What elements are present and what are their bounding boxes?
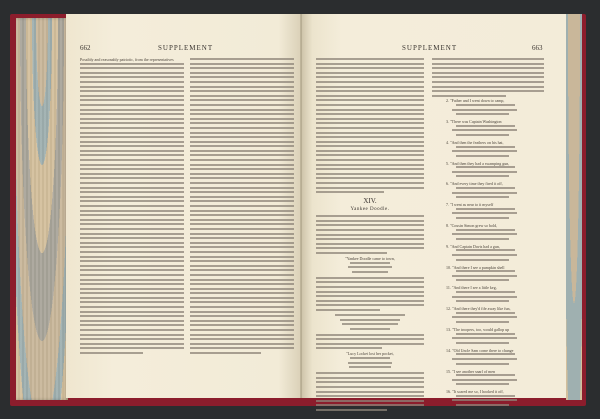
text-line <box>190 168 294 170</box>
text-line <box>452 399 517 401</box>
text-line <box>452 296 517 298</box>
text-line <box>190 210 294 212</box>
text-line <box>316 109 424 111</box>
text-line <box>456 259 509 261</box>
poem-stanza <box>432 328 544 344</box>
stanza-first-line: 10. "And there I see a pumpkin shell <box>446 265 505 270</box>
page-number-right: 663 <box>532 44 543 52</box>
text-line <box>316 99 424 101</box>
poem-stanza <box>432 120 544 136</box>
right-page-column-2 <box>432 58 544 411</box>
text-line <box>190 288 294 290</box>
text-line <box>190 187 294 189</box>
text-line <box>316 400 424 402</box>
poem-stanza <box>432 99 544 115</box>
text-line <box>190 196 294 198</box>
text-line <box>80 256 184 258</box>
text-line <box>316 168 424 170</box>
text-line <box>80 237 184 239</box>
text-line <box>190 301 294 303</box>
text-line <box>316 300 424 302</box>
text-line <box>316 343 424 345</box>
text-line <box>316 154 424 156</box>
text-line <box>190 95 294 97</box>
text-line <box>80 159 184 161</box>
text-line <box>190 67 294 69</box>
text-line <box>316 386 424 388</box>
poem-line: "Yankee Doodle came to town, <box>345 256 395 261</box>
text-line <box>456 196 509 198</box>
text-line <box>456 270 515 272</box>
text-line <box>456 166 515 168</box>
text-line <box>190 191 294 193</box>
text-line <box>456 229 515 231</box>
text-line <box>456 187 515 189</box>
text-line <box>190 219 294 221</box>
text-line <box>80 95 184 97</box>
text-line <box>190 306 294 308</box>
text-line <box>80 72 184 74</box>
text-line <box>456 395 515 397</box>
text-line <box>80 219 184 221</box>
text-line <box>190 113 294 115</box>
right-page-column-1 <box>316 58 424 414</box>
text-line <box>316 187 424 189</box>
text-line <box>80 168 184 170</box>
text-line <box>316 372 424 374</box>
poem-stanza <box>432 141 544 157</box>
text-line <box>456 383 509 385</box>
text-line <box>190 334 294 336</box>
text-line <box>316 67 424 69</box>
poem-stanza <box>432 224 544 240</box>
text-line <box>80 196 184 198</box>
text-line <box>316 247 424 249</box>
text-line <box>432 63 544 65</box>
marbled-page-edge-right <box>566 14 582 400</box>
text-line <box>190 246 294 248</box>
text-line <box>190 260 294 262</box>
section-title: Yankee Doodle. <box>350 207 390 213</box>
text-line <box>316 238 424 240</box>
text-line <box>190 242 294 244</box>
text-line <box>190 279 294 281</box>
running-head-right: SUPPLEMENT <box>402 44 458 52</box>
text-line <box>456 238 509 240</box>
text-line <box>190 164 294 166</box>
text-line <box>80 145 184 147</box>
text-line <box>190 118 294 120</box>
text-line <box>316 90 424 92</box>
text-line <box>80 99 184 101</box>
text-line <box>316 286 424 288</box>
text-line <box>456 175 509 177</box>
text-line <box>316 391 424 393</box>
text-line <box>190 200 294 202</box>
text-line <box>80 265 184 267</box>
text-line <box>316 113 424 115</box>
stanza-first-line: 9. "And Captain Davis had a gun, <box>446 244 500 249</box>
stanza-first-line: 13. "The troopers, too, would gallop up <box>446 327 510 332</box>
text-line <box>316 295 424 297</box>
stanza-first-line: 15. "I see another snarl of men <box>446 369 496 374</box>
poem-stanza <box>432 307 544 323</box>
text-line <box>456 374 515 376</box>
text-line <box>316 229 424 231</box>
text-line <box>316 122 424 124</box>
stanza-first-line: 3. "There was Captain Washington <box>446 120 502 125</box>
text-line <box>456 113 509 115</box>
text-line <box>316 395 424 397</box>
text-line <box>80 173 184 175</box>
text-line <box>80 320 184 322</box>
text-line <box>432 76 544 78</box>
text-line <box>80 191 184 193</box>
text-line <box>190 223 294 225</box>
text-line <box>80 187 184 189</box>
text-line <box>80 127 184 129</box>
text-line <box>190 127 294 129</box>
poem-quote-1 <box>316 257 424 273</box>
text-line <box>80 63 184 65</box>
text-line <box>190 99 294 101</box>
text-line <box>316 309 380 311</box>
text-line <box>80 324 184 326</box>
text-line <box>452 316 517 318</box>
text-line <box>316 377 424 379</box>
text-line <box>190 154 294 156</box>
text-line <box>456 333 515 335</box>
text-line <box>456 104 515 106</box>
stanza-first-line: 5. "And then they had a swamping gun, <box>446 161 510 166</box>
text-line <box>190 292 294 294</box>
text-line <box>316 127 424 129</box>
poem-stanza <box>432 203 544 219</box>
text-line <box>80 104 184 106</box>
left-page-column-2 <box>190 58 294 357</box>
text-line <box>80 260 184 262</box>
text-line <box>190 324 294 326</box>
text-line <box>316 220 424 222</box>
text-line <box>80 338 184 340</box>
text-line <box>456 208 515 210</box>
text-line <box>432 58 544 60</box>
text-line <box>80 67 184 69</box>
text-line <box>316 334 424 336</box>
text-line <box>190 173 294 175</box>
text-line <box>316 159 424 161</box>
text-line <box>456 342 509 344</box>
text-line <box>456 291 515 293</box>
text-line <box>190 145 294 147</box>
text-line <box>316 281 424 283</box>
stanza-first-line: 8. "Cousin Simon grew so bold, <box>446 224 498 229</box>
text-line <box>80 81 184 83</box>
text-line <box>190 256 294 258</box>
text-line <box>190 90 294 92</box>
text-line <box>452 233 517 235</box>
poem-stanza <box>432 245 544 261</box>
text-line <box>456 312 515 314</box>
text-line <box>316 141 424 143</box>
text-line <box>316 381 424 383</box>
stanza-first-line: 16. "It scared me so, I hooked it off, <box>446 390 504 395</box>
text-line <box>190 205 294 207</box>
poem-quote-3 <box>316 352 424 368</box>
text-line <box>190 72 294 74</box>
text-line <box>316 252 387 254</box>
text-line <box>80 136 184 138</box>
text-line <box>452 358 517 360</box>
text-line <box>80 297 184 299</box>
text-line <box>432 90 544 92</box>
text-line <box>452 379 517 381</box>
text-line <box>452 275 517 277</box>
text-line <box>452 337 517 339</box>
text-line <box>190 329 294 331</box>
stanza-first-line: 6. "And every time they fired it off, <box>446 182 503 187</box>
text-line <box>190 214 294 216</box>
text-line <box>190 63 294 65</box>
text-line <box>316 338 424 340</box>
text-line <box>80 269 184 271</box>
text-line <box>80 177 184 179</box>
text-line <box>190 265 294 267</box>
stanza-first-line: 4. "And then the feathers on his hat, <box>446 140 504 145</box>
text-line <box>190 141 294 143</box>
text-line <box>80 109 184 111</box>
text-line <box>190 136 294 138</box>
text-line <box>190 177 294 179</box>
text-line <box>80 233 184 235</box>
text-line <box>80 274 184 276</box>
poem-stanza <box>432 390 544 406</box>
text-line <box>80 223 184 225</box>
left-page-column-1 <box>80 58 184 357</box>
text-line <box>190 86 294 88</box>
text-line <box>80 86 184 88</box>
text-line <box>456 279 509 281</box>
text-line <box>80 132 184 134</box>
text-line <box>316 136 424 138</box>
poem-stanza <box>432 162 544 178</box>
text-line <box>190 352 261 354</box>
text-line <box>80 347 184 349</box>
text-line <box>80 214 184 216</box>
text-line <box>80 210 184 212</box>
text-line <box>316 58 424 60</box>
text-line <box>452 192 517 194</box>
text-line <box>80 118 184 120</box>
text-line <box>190 150 294 152</box>
text-line <box>80 311 184 313</box>
text-line <box>190 320 294 322</box>
left-page <box>66 14 302 398</box>
text-line <box>316 63 424 65</box>
text-line <box>316 118 424 120</box>
text-line <box>452 212 517 214</box>
text-line <box>456 155 509 157</box>
text-line <box>316 81 424 83</box>
text-line <box>432 81 544 83</box>
text-line <box>316 150 424 152</box>
text-line <box>190 315 294 317</box>
text-line <box>80 150 184 152</box>
text-line <box>316 95 424 97</box>
text-line <box>456 146 515 148</box>
text-line <box>80 242 184 244</box>
text-line <box>80 288 184 290</box>
text-line <box>80 122 184 124</box>
poem-stanza <box>432 370 544 386</box>
text-line <box>316 404 424 406</box>
text-line <box>80 90 184 92</box>
poem-quote-2 <box>316 314 424 330</box>
text-line <box>432 95 506 97</box>
poem-stanza <box>432 182 544 198</box>
text-line <box>316 215 424 217</box>
text-line <box>316 164 424 166</box>
text-line <box>316 104 424 106</box>
stanza-first-line: 11. "And there I see a little keg, <box>446 286 497 291</box>
text-line <box>190 274 294 276</box>
text-line <box>190 269 294 271</box>
text-line <box>456 321 509 323</box>
stanza-first-line: 2. "Father and I went down to camp, <box>446 99 505 104</box>
stanza-first-line: 7. "I went as near to it myself <box>446 203 494 208</box>
text-line <box>80 228 184 230</box>
text-line <box>456 404 509 406</box>
text-line <box>190 81 294 83</box>
section-number: XIV. <box>363 197 377 206</box>
text-line <box>80 329 184 331</box>
poem-stanza <box>432 286 544 302</box>
text-line <box>456 363 509 365</box>
text-line <box>190 347 294 349</box>
text-line <box>316 173 424 175</box>
text-line <box>452 150 517 152</box>
stanza-first-line: 12. "And there they'd fife away like fun, <box>446 307 511 312</box>
text-line <box>80 283 184 285</box>
text-line <box>316 277 424 279</box>
text-line <box>190 132 294 134</box>
text-line <box>316 243 424 245</box>
page-number-left: 662 <box>80 44 91 52</box>
first-line: Possibly and reasonably patriotic, from the representatives <box>80 58 174 62</box>
text-line <box>316 234 424 236</box>
text-line <box>80 315 184 317</box>
text-line <box>432 86 544 88</box>
text-line <box>80 164 184 166</box>
text-line <box>80 246 184 248</box>
text-line <box>80 205 184 207</box>
text-line <box>456 125 515 127</box>
text-line <box>80 301 184 303</box>
text-line <box>456 353 515 355</box>
text-line <box>190 228 294 230</box>
text-line <box>80 279 184 281</box>
text-line <box>316 182 424 184</box>
text-line <box>80 200 184 202</box>
text-line <box>456 300 509 302</box>
text-line <box>456 134 509 136</box>
text-line <box>190 233 294 235</box>
text-line <box>452 109 517 111</box>
text-line <box>190 159 294 161</box>
text-line <box>80 76 184 78</box>
text-line <box>316 224 424 226</box>
text-line <box>452 171 517 173</box>
text-line <box>80 113 184 115</box>
text-line <box>316 177 424 179</box>
poem-stanza <box>432 266 544 282</box>
text-line <box>80 154 184 156</box>
text-line <box>316 86 424 88</box>
text-line <box>456 249 515 251</box>
text-line <box>190 283 294 285</box>
poem-line: "Lucy Locket lost her pocket, <box>346 352 394 357</box>
text-line <box>316 132 424 134</box>
text-line <box>190 109 294 111</box>
poem-stanza <box>432 349 544 365</box>
text-line <box>190 251 294 253</box>
text-line <box>80 182 184 184</box>
text-line <box>190 311 294 313</box>
text-line <box>316 145 424 147</box>
running-head-left: SUPPLEMENT <box>158 44 214 52</box>
text-line <box>190 297 294 299</box>
text-line <box>316 72 424 74</box>
text-line <box>190 76 294 78</box>
text-line <box>190 58 294 60</box>
text-line <box>316 291 424 293</box>
text-line <box>190 122 294 124</box>
text-line <box>80 292 184 294</box>
text-line <box>80 141 184 143</box>
text-line <box>190 237 294 239</box>
text-line <box>80 334 184 336</box>
text-line <box>80 251 184 253</box>
text-line <box>190 104 294 106</box>
text-line <box>316 304 424 306</box>
text-line <box>316 347 382 349</box>
text-line <box>316 409 387 411</box>
text-line <box>432 67 544 69</box>
text-line <box>316 76 424 78</box>
text-line <box>432 72 544 74</box>
text-line <box>316 191 384 193</box>
text-line <box>190 343 294 345</box>
text-line <box>190 338 294 340</box>
text-line <box>80 306 184 308</box>
text-line <box>80 352 143 354</box>
text-line <box>452 129 517 131</box>
text-line <box>80 343 184 345</box>
text-line <box>452 254 517 256</box>
marbled-page-edge-left <box>16 18 68 400</box>
stanza-first-line: 14. "Old Uncle Sam come there to change <box>446 348 514 353</box>
text-line <box>190 182 294 184</box>
text-line <box>456 217 509 219</box>
right-page <box>302 14 566 398</box>
